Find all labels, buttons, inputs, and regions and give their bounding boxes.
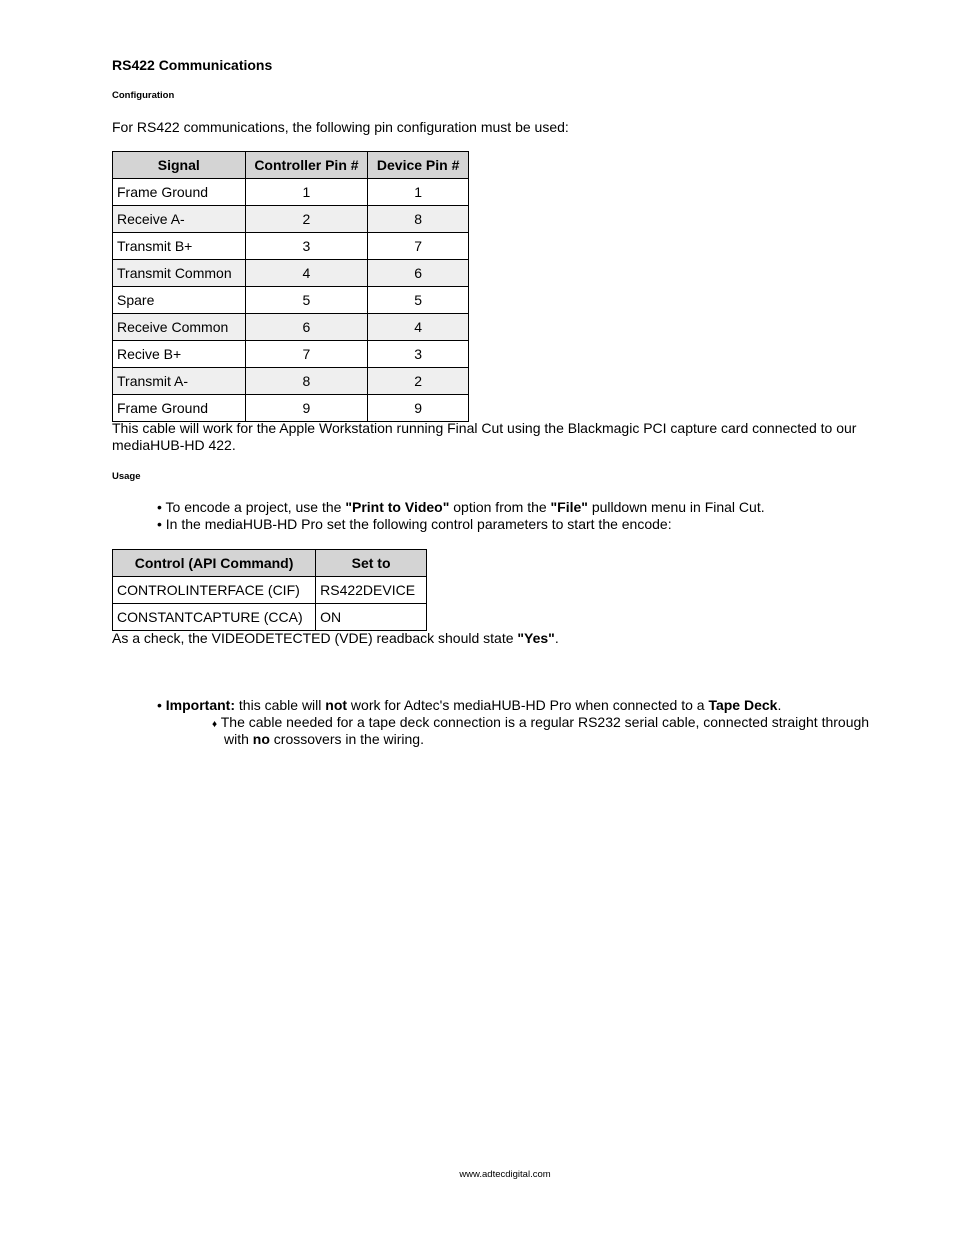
device-pin-cell: 8	[368, 206, 469, 233]
controller-pin-cell: 1	[245, 179, 368, 206]
controller-pin-cell: 9	[245, 395, 368, 422]
check-text-b: .	[554, 630, 559, 646]
no-term: no	[252, 731, 270, 747]
controller-pin-cell: 2	[245, 206, 368, 233]
controller-pin-cell: 4	[245, 260, 368, 287]
device-pin-cell: 4	[368, 314, 469, 341]
table-row	[113, 314, 469, 341]
config-intro: For RS422 communications, the following pin configuration must be used:	[112, 119, 569, 135]
signal-cell: Receive Common	[113, 314, 246, 341]
set-to-cell: RS422DEVICE	[316, 577, 427, 604]
bullet-2-text: In the mediaHUB-HD Pro set the following control parameters to start the encode:	[165, 516, 672, 532]
control-parameters-table	[112, 549, 427, 631]
page-title: RS422 Communications	[112, 57, 273, 73]
usage-bullet-2	[157, 516, 672, 533]
signal-cell: Spare	[113, 287, 246, 314]
controller-pin-cell: 3	[245, 233, 368, 260]
usage-bullet-1	[157, 499, 765, 516]
signal-cell: Transmit Common	[113, 260, 246, 287]
header-set-to: Set to	[316, 550, 427, 577]
device-pin-cell: 3	[368, 341, 469, 368]
important-text-b: work for Adtec's mediaHUB-HD Pro when connected to a	[347, 697, 709, 713]
signal-cell: Receive A-	[113, 206, 246, 233]
header-controller-pin: Controller Pin #	[245, 152, 368, 179]
controller-pin-cell: 6	[245, 314, 368, 341]
print-to-video-term: "Print to Video"	[345, 499, 450, 515]
configuration-heading: Configuration	[112, 90, 175, 101]
header-control: Control (API Command)	[113, 550, 316, 577]
table-row	[113, 206, 469, 233]
bullet-dot: •	[157, 499, 162, 515]
table-row	[113, 395, 469, 422]
header-signal: Signal	[113, 152, 246, 179]
controller-pin-cell: 5	[245, 287, 368, 314]
controller-pin-cell: 8	[245, 368, 368, 395]
important-text-c: .	[777, 697, 782, 713]
sub-bullet-line-2	[224, 731, 424, 748]
table-row	[113, 341, 469, 368]
device-pin-cell: 5	[368, 287, 469, 314]
table-row	[113, 287, 469, 314]
device-pin-cell: 7	[368, 233, 469, 260]
device-pin-cell: 1	[368, 179, 469, 206]
table-row	[113, 577, 427, 604]
table-row	[113, 368, 469, 395]
check-note	[112, 630, 559, 647]
important-label: Important:	[165, 697, 236, 713]
file-menu-term: "File"	[550, 499, 588, 515]
bullet-1-text-b: option from the	[449, 499, 551, 515]
device-pin-cell: 2	[368, 368, 469, 395]
signal-cell: Transmit B+	[113, 233, 246, 260]
sub-bullet-text-1: The cable needed for a tape deck connection is a regular RS232 serial cable, connected straight through	[220, 714, 870, 730]
usage-heading: Usage	[112, 471, 141, 482]
device-pin-cell: 6	[368, 260, 469, 287]
header-device-pin: Device Pin #	[368, 152, 469, 179]
device-pin-cell: 9	[368, 395, 469, 422]
footer-url: www.adtecdigital.com	[459, 1169, 551, 1180]
controller-pin-cell: 7	[245, 341, 368, 368]
not-term: not	[325, 697, 348, 713]
bullet-dot: •	[157, 516, 162, 532]
important-bullet	[157, 697, 781, 714]
important-text-a: this cable will	[235, 697, 326, 713]
signal-cell: Recive B+	[113, 341, 246, 368]
pin-configuration-table	[112, 151, 469, 422]
table-row	[113, 260, 469, 287]
control-cell: CONTROLINTERFACE (CIF)	[113, 577, 316, 604]
control-cell: CONSTANTCAPTURE (CCA)	[113, 604, 316, 631]
signal-cell: Frame Ground	[113, 395, 246, 422]
cable-note-line-2: mediaHUB-HD 422.	[112, 437, 236, 453]
set-to-cell: ON	[316, 604, 427, 631]
bullet-dot: •	[157, 697, 162, 713]
tape-deck-term: Tape Deck	[708, 697, 778, 713]
table-row	[113, 233, 469, 260]
yes-term: "Yes"	[517, 630, 555, 646]
diamond-bullet-icon: ♦	[212, 719, 218, 730]
sub-bullet-text-2a: with	[224, 731, 253, 747]
bullet-1-text-c: pulldown menu in Final Cut.	[587, 499, 765, 515]
cable-note-line-1: This cable will work for the Apple Workstation running Final Cut using the Blackmagic PCI capture card connected to our	[112, 420, 857, 436]
bullet-1-text-a: To encode a project, use the	[165, 499, 346, 515]
table-row	[113, 179, 469, 206]
signal-cell: Frame Ground	[113, 179, 246, 206]
table-row	[113, 604, 427, 631]
check-text-a: As a check, the VIDEODETECTED (VDE) readback should state	[112, 630, 518, 646]
signal-cell: Transmit A-	[113, 368, 246, 395]
sub-bullet-text-2b: crossovers in the wiring.	[269, 731, 424, 747]
